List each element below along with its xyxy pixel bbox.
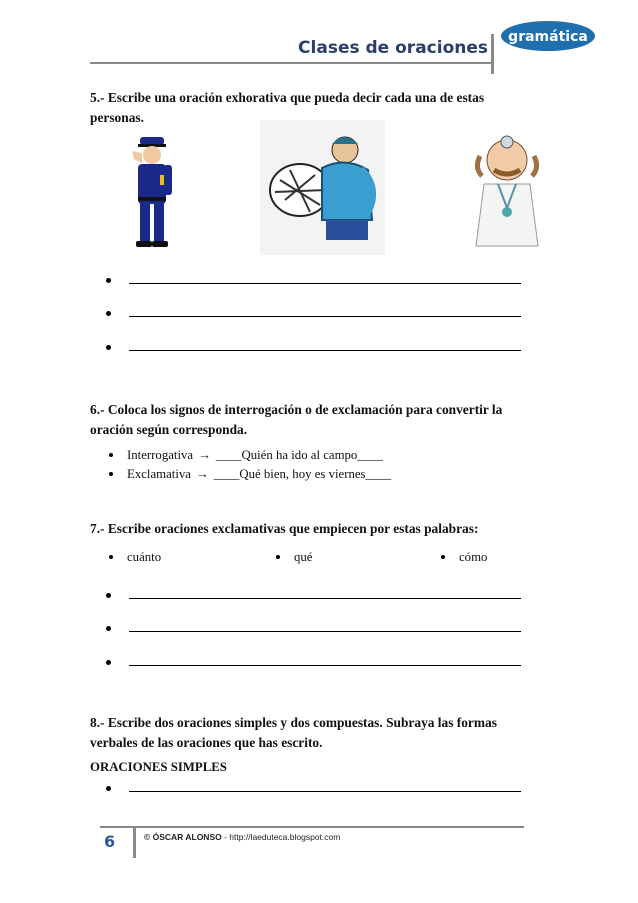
q6-item-sentence[interactable]: ____Quién ha ido al campo____ [215,448,383,462]
footer-vertical-divider [133,826,136,858]
question-5-prompt: 5.- Escribe una oración exhorativa que pueda decir cada una de estas personas. [90,90,485,125]
header-vertical-divider [491,34,494,74]
document-title: Clases de oraciones [298,38,488,58]
man-with-sack-image [260,120,385,255]
logo-text: gramática [508,29,588,45]
q7-word: qué [273,548,312,566]
copyright-text: © ÓSCAR ALONSO [144,832,222,842]
q6-item-sentence[interactable]: ____Qué bien, hoy es viernes____ [213,467,392,481]
answer-line[interactable] [106,654,521,670]
section-subheading: ORACIONES SIMPLES [90,760,227,774]
q7-word: cómo [438,548,487,566]
answer-line[interactable] [106,272,521,288]
q6-item-exclamativa [106,465,391,483]
q6-item-interrogativa [106,446,383,464]
header-divider [90,62,492,64]
question-8-prompt: 8.- Escribe dos oraciones simples y dos compuestas. Subraya las formas verbales de las oraciones que has escrito. [90,715,497,750]
answer-line[interactable] [106,587,521,603]
q7-word: cuánto [106,548,161,566]
answer-line[interactable] [106,780,521,796]
q6-item-label: Exclamativa [127,467,191,481]
footer-divider [100,826,524,828]
answer-line[interactable] [106,339,521,355]
footer-url: - http://laeduteca.blogspot.com [221,832,341,842]
answer-line[interactable] [106,620,521,636]
question-7-prompt: 7.- Escribe oraciones exclamativas que empiecen por estas palabras: [90,521,479,536]
doctor-image [468,128,546,253]
arrow-right-icon: → [198,448,211,462]
page-number: 6 [104,832,116,851]
answer-line[interactable] [106,305,521,321]
arrow-right-icon: → [195,467,209,481]
police-officer-image [118,135,188,253]
q6-item-label: Interrogativa [127,448,194,462]
question-6-prompt: 6.- Coloca los signos de interrogación o de exclamación para convertir la oración según corresponda. [90,402,503,437]
footer-credit [144,832,340,842]
gramatica-logo [500,18,596,54]
